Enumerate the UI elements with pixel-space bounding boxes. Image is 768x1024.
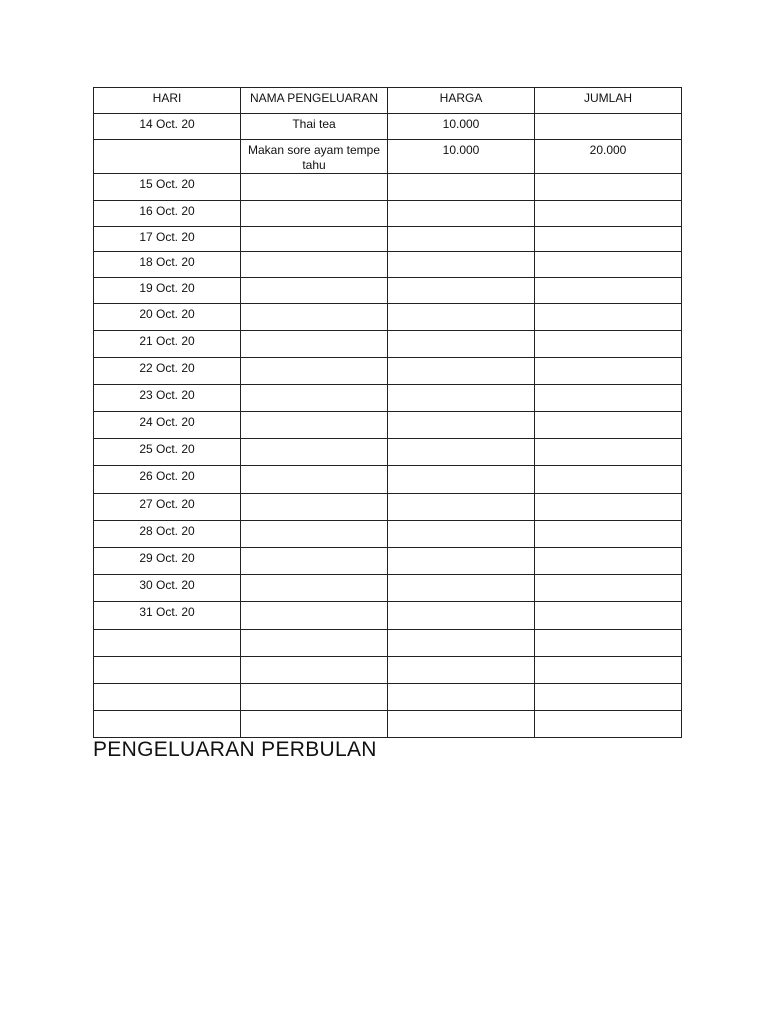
table-row [94, 201, 682, 227]
cell-harga [388, 630, 535, 657]
cell-nama [241, 439, 388, 466]
table-row [94, 657, 682, 684]
cell-nama [241, 412, 388, 439]
cell-hari [94, 657, 241, 684]
cell-jumlah [535, 521, 682, 548]
cell-jumlah [535, 602, 682, 630]
cell-nama [241, 548, 388, 575]
cell-hari: 23 Oct. 20 [94, 385, 241, 412]
cell-jumlah [535, 304, 682, 331]
table-row [94, 278, 682, 304]
cell-harga [388, 602, 535, 630]
cell-jumlah [535, 385, 682, 412]
cell-jumlah [535, 684, 682, 711]
cell-nama [241, 358, 388, 385]
expense-sheet [93, 87, 681, 738]
cell-nama [241, 575, 388, 602]
cell-hari [94, 684, 241, 711]
table-row [94, 385, 682, 412]
cell-harga [388, 201, 535, 227]
cell-hari: 30 Oct. 20 [94, 575, 241, 602]
cell-nama [241, 494, 388, 521]
table-row [94, 494, 682, 521]
column-header-harga: HARGA [388, 88, 535, 114]
cell-jumlah [535, 114, 682, 140]
table-row [94, 521, 682, 548]
cell-hari: 18 Oct. 20 [94, 252, 241, 278]
column-header-hari: HARI [94, 88, 241, 114]
table-header [94, 88, 682, 114]
cell-harga [388, 521, 535, 548]
cell-jumlah [535, 358, 682, 385]
cell-nama [241, 466, 388, 494]
cell-nama [241, 711, 388, 738]
cell-nama [241, 657, 388, 684]
cell-jumlah [535, 174, 682, 201]
cell-harga [388, 548, 535, 575]
table-row [94, 114, 682, 140]
table-row [94, 331, 682, 358]
cell-nama [241, 201, 388, 227]
cell-jumlah [535, 252, 682, 278]
cell-harga [388, 412, 535, 439]
cell-harga [388, 174, 535, 201]
cell-harga [388, 684, 535, 711]
cell-jumlah [535, 227, 682, 252]
cell-jumlah [535, 412, 682, 439]
cell-nama [241, 385, 388, 412]
page-title: PENGELUARAN PERBULAN [93, 738, 377, 761]
cell-nama: Makan sore ayam tempe tahu [241, 140, 388, 174]
table-body [94, 114, 682, 738]
cell-jumlah [535, 657, 682, 684]
cell-nama [241, 174, 388, 201]
cell-nama [241, 227, 388, 252]
cell-harga [388, 304, 535, 331]
cell-harga [388, 227, 535, 252]
cell-hari: 28 Oct. 20 [94, 521, 241, 548]
cell-harga [388, 657, 535, 684]
cell-jumlah: 20.000 [535, 140, 682, 174]
expense-table [93, 87, 682, 738]
cell-hari [94, 711, 241, 738]
cell-nama [241, 304, 388, 331]
cell-harga: 10.000 [388, 114, 535, 140]
header-row [94, 88, 682, 114]
cell-nama [241, 630, 388, 657]
cell-harga [388, 358, 535, 385]
cell-hari: 31 Oct. 20 [94, 602, 241, 630]
table-row [94, 304, 682, 331]
table-row [94, 439, 682, 466]
cell-jumlah [535, 466, 682, 494]
cell-hari: 27 Oct. 20 [94, 494, 241, 521]
cell-hari: 22 Oct. 20 [94, 358, 241, 385]
cell-harga [388, 494, 535, 521]
table-row [94, 466, 682, 494]
cell-hari: 14 Oct. 20 [94, 114, 241, 140]
cell-nama [241, 278, 388, 304]
table-row [94, 227, 682, 252]
cell-hari: 29 Oct. 20 [94, 548, 241, 575]
cell-nama: Thai tea [241, 114, 388, 140]
cell-harga: 10.000 [388, 140, 535, 174]
table-row [94, 711, 682, 738]
table-row [94, 684, 682, 711]
cell-harga [388, 439, 535, 466]
cell-jumlah [535, 711, 682, 738]
cell-nama [241, 684, 388, 711]
cell-hari: 24 Oct. 20 [94, 412, 241, 439]
column-header-nama-pengeluaran: NAMA PENGELUARAN [241, 88, 388, 114]
table-row [94, 575, 682, 602]
table-row [94, 140, 682, 174]
table-row [94, 412, 682, 439]
cell-hari: 15 Oct. 20 [94, 174, 241, 201]
cell-harga [388, 575, 535, 602]
cell-jumlah [535, 439, 682, 466]
cell-hari: 16 Oct. 20 [94, 201, 241, 227]
table-row [94, 252, 682, 278]
cell-jumlah [535, 575, 682, 602]
table-row [94, 630, 682, 657]
table-row [94, 548, 682, 575]
cell-harga [388, 466, 535, 494]
table-row [94, 358, 682, 385]
cell-hari [94, 140, 241, 174]
cell-hari: 19 Oct. 20 [94, 278, 241, 304]
cell-jumlah [535, 548, 682, 575]
cell-nama [241, 331, 388, 358]
cell-nama [241, 602, 388, 630]
cell-hari: 26 Oct. 20 [94, 466, 241, 494]
cell-harga [388, 278, 535, 304]
cell-hari: 17 Oct. 20 [94, 227, 241, 252]
cell-harga [388, 711, 535, 738]
cell-jumlah [535, 630, 682, 657]
cell-harga [388, 252, 535, 278]
cell-harga [388, 331, 535, 358]
cell-jumlah [535, 331, 682, 358]
table-row [94, 174, 682, 201]
cell-harga [388, 385, 535, 412]
cell-hari: 25 Oct. 20 [94, 439, 241, 466]
cell-hari [94, 630, 241, 657]
cell-hari: 21 Oct. 20 [94, 331, 241, 358]
cell-jumlah [535, 278, 682, 304]
table-row [94, 602, 682, 630]
column-header-jumlah: JUMLAH [535, 88, 682, 114]
cell-hari: 20 Oct. 20 [94, 304, 241, 331]
cell-nama [241, 252, 388, 278]
cell-nama [241, 521, 388, 548]
cell-jumlah [535, 201, 682, 227]
cell-jumlah [535, 494, 682, 521]
